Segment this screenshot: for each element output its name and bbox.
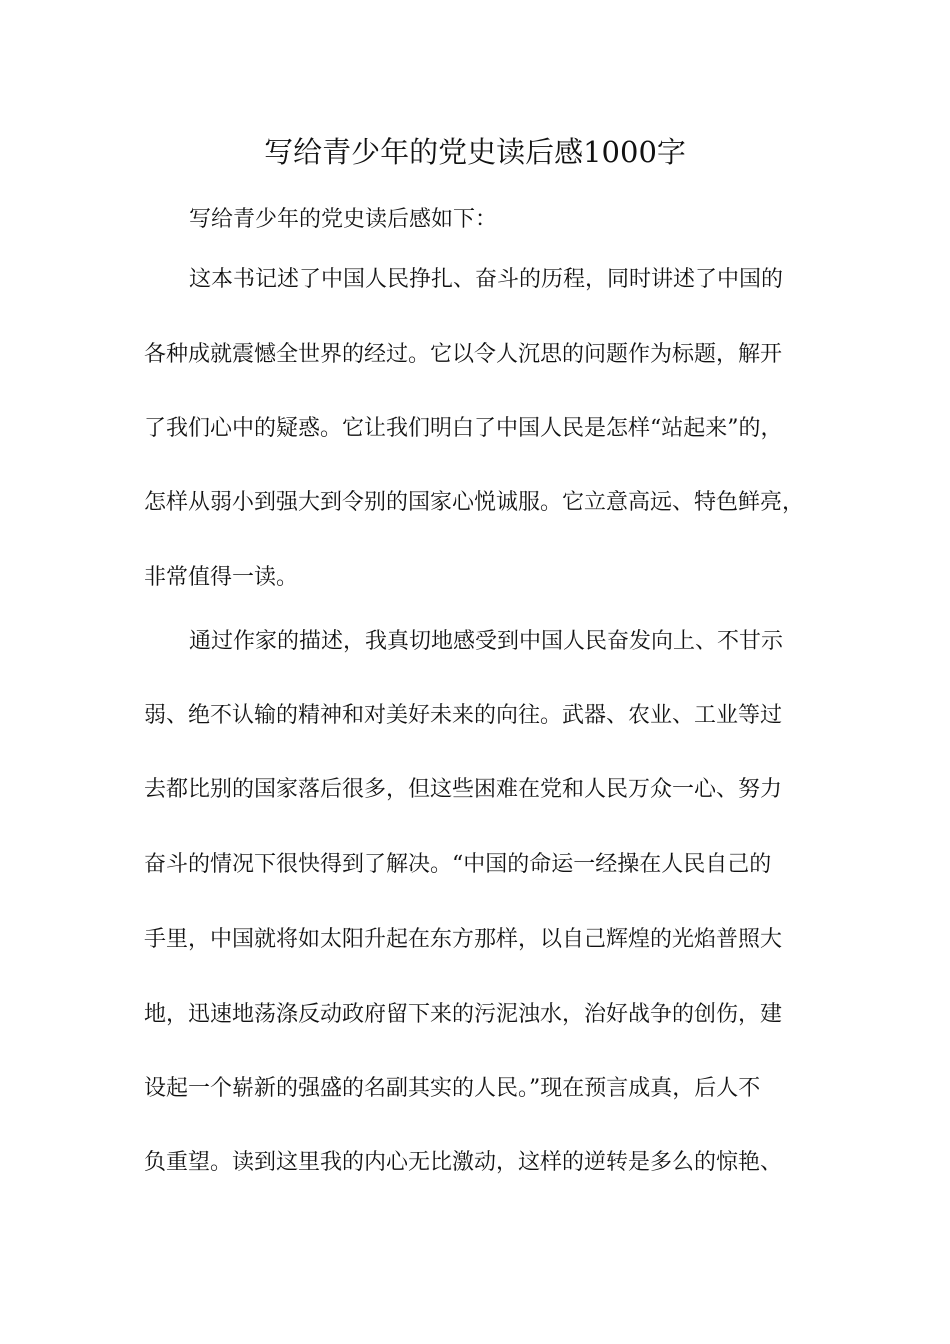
paragraph-2-line-6: 地，迅速地荡涤反动政府留下来的污泥浊水，治好战争的创伤，建 — [144, 1002, 783, 1027]
document-title: 写给青少年的党史读后感1000字 — [264, 135, 686, 169]
paragraph-1-line-5: 非常值得一读。 — [144, 565, 299, 590]
paragraph-2-line-7: 设起一个崭新的强盛的名副其实的人民。”现在预言成真，后人不 — [144, 1076, 761, 1101]
paragraph-1-line-2: 各种成就震憾全世界的经过。它以令人沉思的问题作为标题，解开 — [144, 342, 783, 367]
paragraph-1-line-4: 怎样从弱小到强大到令别的国家心悦诚服。它立意高远、特色鲜亮， — [144, 490, 805, 515]
paragraph-2-line-3: 去都比别的国家落后很多，但这些困难在党和人民万众一心、努力 — [144, 777, 783, 802]
paragraph-2-line-4: 奋斗的情况下很快得到了解决。“中国的命运一经操在人民自己的 — [144, 852, 772, 877]
intro-line: 写给青少年的党史读后感如下： — [189, 207, 498, 232]
paragraph-1-line-1: 这本书记述了中国人民挣扎、奋斗的历程，同时讲述了中国的 — [189, 267, 784, 292]
paragraph-2-line-8: 负重望。读到这里我的内心无比激动，这样的逆转是多么的惊艳、 — [144, 1150, 783, 1175]
paragraph-2-line-2: 弱、绝不认输的精神和对美好未来的向往。武器、农业、工业等过 — [144, 703, 783, 728]
paragraph-2-line-1: 通过作家的描述，我真切地感受到中国人民奋发向上、不甘示 — [189, 629, 784, 654]
paragraph-2-line-5: 手里，中国就将如太阳升起在东方那样，以自己辉煌的光焰普照大 — [144, 927, 783, 952]
paragraph-1-line-3: 了我们心中的疑惑。它让我们明白了中国人民是怎样“站起来”的， — [144, 416, 783, 441]
